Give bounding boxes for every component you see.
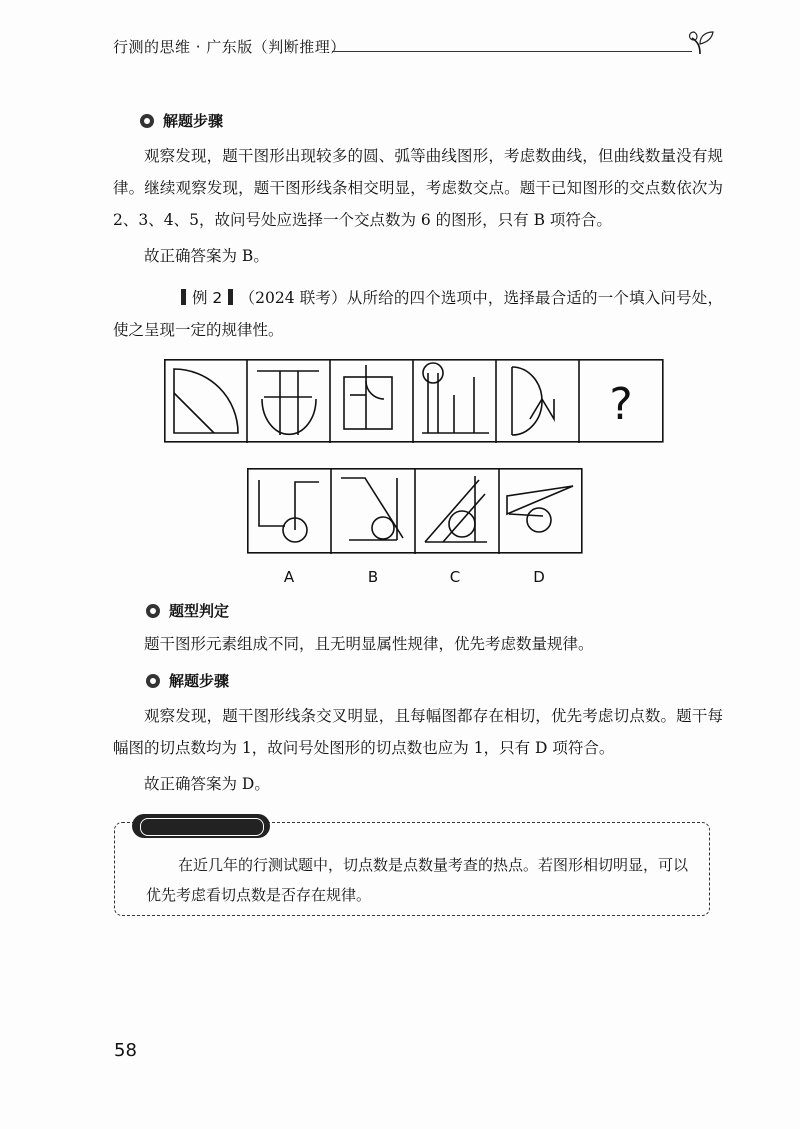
question-mark: ? (609, 379, 633, 430)
answer-line-1: 故正确答案为 B。 (144, 247, 269, 265)
answer-line-2: 故正确答案为 D。 (144, 775, 270, 793)
paragraph-type: 题干图形元素组成不同，且无明显属性规律，优先考虑数量规律。 (144, 635, 594, 653)
option-label-b[interactable]: B (367, 568, 379, 586)
running-header: 行测的思维 · 广东版（判断推理） (113, 38, 346, 56)
question-figure-4 (422, 363, 489, 433)
option-figure-a[interactable] (259, 480, 319, 542)
option-figure-b[interactable] (341, 478, 403, 540)
tip-text: 在近几年的行测试题中，切点数是点数量考查的热点。若图形相切明显，可以优先考虑看切点数是否存在规律。 (146, 856, 689, 904)
section-heading-steps-2: 解题步骤 (145, 670, 229, 691)
question-figure-strip (164, 359, 664, 443)
example-tag: 例 2 (144, 282, 239, 314)
gear-bullet-icon (145, 673, 161, 689)
question-figure-2 (257, 371, 319, 435)
option-figure-d[interactable] (507, 486, 573, 532)
question-figure-1 (174, 369, 238, 433)
section-heading-steps-1: 解题步骤 (139, 110, 223, 131)
question-figure-5 (512, 367, 554, 435)
options-figure-strip (247, 468, 583, 554)
option-label-d[interactable]: D (533, 568, 545, 586)
section-heading-type: 题型判定 (145, 600, 229, 621)
option-label-a[interactable]: A (283, 568, 295, 586)
example-2-text: （2024 联考）从所给的四个选项中，选择最合适的一个填入问号处，使之呈现一定的规律性。 (113, 289, 723, 339)
gear-bullet-icon (139, 113, 155, 129)
example-2-question (113, 282, 723, 346)
paragraph-steps-2: 观察发现，题干图形线条交叉明显，且每幅图都存在相切，优先考虑切点数。题干每幅图的切点数均为 1，故问号处图形的切点数也应为 1，只有 D 项符合。 (113, 707, 723, 757)
option-label-c[interactable]: C (449, 568, 461, 586)
gear-bullet-icon (145, 603, 161, 619)
paragraph-steps-1: 观察发现，题干图形出现较多的圆、弧等曲线图形，考虑数曲线，但曲线数量没有规律。继续观察发现，题干图形线条相交明显，考虑数交点。题干已知图形的交点数依次为 2、3、4、5，故问号处应选择一个交点数为 6 的图形，只有 B 项符合。 (113, 147, 723, 229)
question-figure-3 (344, 365, 392, 429)
sprout-icon (686, 26, 716, 56)
tip-badge (132, 814, 270, 838)
option-figure-c[interactable] (425, 476, 487, 542)
page-number: 58 (114, 1040, 137, 1061)
header-rule (332, 51, 692, 52)
